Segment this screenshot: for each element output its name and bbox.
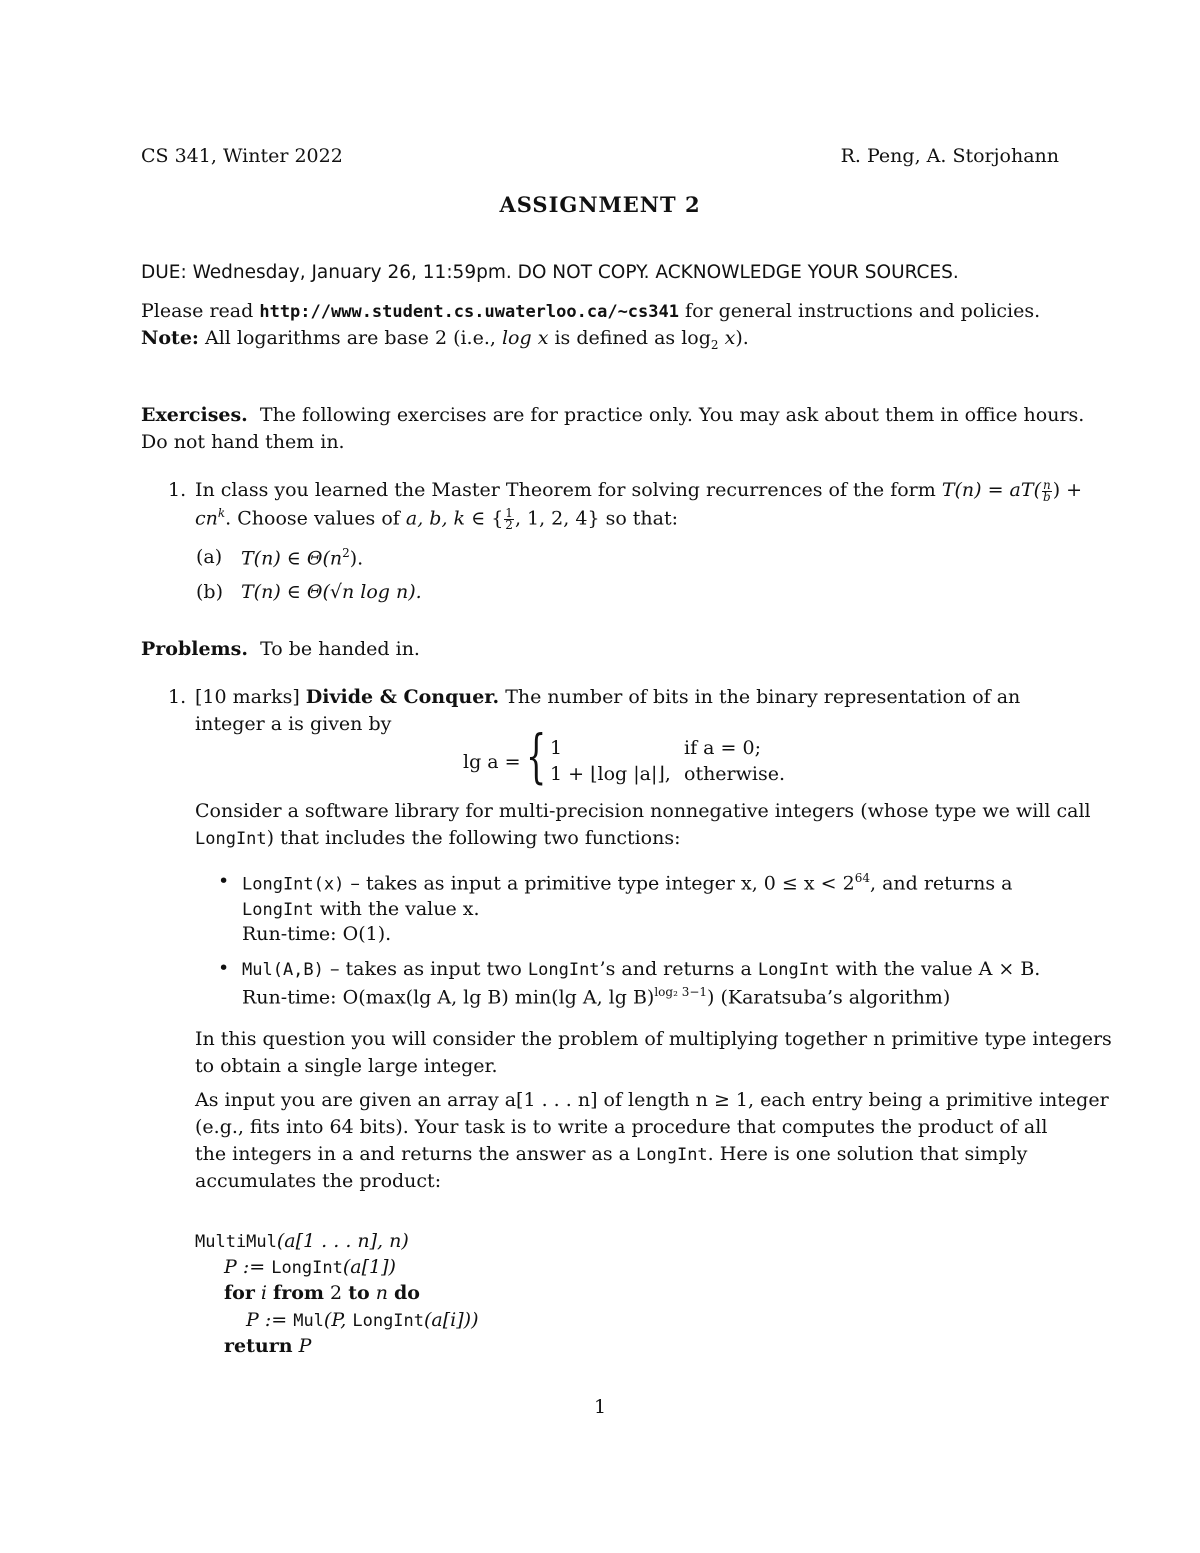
in-set: ∈ { xyxy=(471,507,504,530)
course-url-link[interactable]: http://www.student.cs.uwaterloo.ca/~cs341 xyxy=(259,302,679,322)
part-a: T(n) ∈ $\Theta(n^2)$. xyxy=(241,546,364,570)
case1-value: 1 xyxy=(550,737,563,759)
cn-exponent: k xyxy=(217,506,226,520)
recurrence-rhs: ) + xyxy=(1052,479,1083,501)
code-line-4: P := Mul(P, LongInt(a[i])) xyxy=(246,1309,479,1331)
exercises-intro-text: The following exercises are for practice only. You may ask about them in office hours. xyxy=(259,404,1085,426)
exercises-heading: Exercises. xyxy=(141,404,248,426)
problems-line xyxy=(141,638,420,660)
note-line xyxy=(141,327,749,352)
course-header: CS 341, Winter 2022 xyxy=(141,145,343,167)
cases-brace: { xyxy=(526,722,547,790)
page-title: ASSIGNMENT 2 xyxy=(499,192,701,217)
problem-1-title: Divide & Conquer. xyxy=(305,686,500,708)
authors-header: R. Peng, A. Storjohann xyxy=(840,145,1059,167)
code-line-2: P := LongInt(a[1]) xyxy=(224,1256,396,1278)
exercise-1-line1 xyxy=(195,479,1082,503)
problems-intro: To be handed in. xyxy=(260,638,420,660)
library-line2: LongInt) that includes the following two functions: xyxy=(195,827,681,849)
input-line1: As input you are given an array a[1 . . . n] of length n ≥ 1, each entry being a primitive integer xyxy=(195,1089,1109,1111)
exercises-intro-line1 xyxy=(141,404,1084,426)
note-log2-x: x xyxy=(724,327,736,349)
problem-1-line2: integer a is given by xyxy=(195,713,392,735)
cn-term: cn xyxy=(195,507,218,530)
recurrence-fraction: $\frac{n}{b}$ xyxy=(1042,477,1051,504)
instructions-line xyxy=(141,300,1040,322)
problem-1-text1: The number of bits in the binary representation of an xyxy=(505,686,1021,708)
case2-value: 1 + ⌊log |a|⌋, xyxy=(550,763,671,785)
note-text-b: is defined as xyxy=(554,327,676,349)
bullet-1-runtime: Run-time: O(1). xyxy=(242,923,392,945)
question-line2: to obtain a single large integer. xyxy=(195,1055,498,1077)
bullet-2-runtime: Run-time: O(max(lg A, lg B) min(lg A, lg B)$^{log_2 3-1}$) (Karatsuba’s algorithm) xyxy=(242,985,951,1009)
code-line-3: for i from 2 to n do xyxy=(224,1282,420,1304)
note-log-x: log x xyxy=(501,327,549,349)
bullet-2-line1: Mul(A,B) – takes as input two LongInt’s and returns a LongInt with the value A × B. xyxy=(242,958,1041,980)
case1-condition: if a = 0; xyxy=(684,737,761,759)
part-a-label: (a) xyxy=(196,546,223,568)
note-text-a: All logarithms are base 2 (i.e., xyxy=(204,327,496,349)
case2-condition: otherwise. xyxy=(684,763,786,785)
problem-1-marks: [10 marks] xyxy=(195,686,300,708)
bullet-dot: • xyxy=(218,957,230,979)
code-line-5: return P xyxy=(224,1335,312,1357)
abk-vars: a, b, k xyxy=(405,507,466,530)
input-line3: the integers in a and returns the answer as a LongInt. Here is one solution that simply xyxy=(195,1143,1028,1165)
bullet-dot: • xyxy=(218,870,230,892)
input-line2: (e.g., fits into 64 bits). Your task is to write a procedure that computes the product of all xyxy=(195,1116,1048,1138)
problem-1-number: 1. xyxy=(168,686,187,708)
note-log2: log xyxy=(681,327,711,349)
due-line: DUE: Wednesday, January 26, 11:59pm. DO NOT COPY. ACKNOWLEDGE YOUR SOURCES. xyxy=(141,262,959,283)
part-b-label: (b) xyxy=(196,581,223,603)
problems-heading: Problems. xyxy=(141,638,248,660)
exercises-intro-line2: Do not hand them in. xyxy=(141,431,345,453)
problem-1-line1 xyxy=(195,686,1020,708)
bullet-1-line2: LongInt with the value x. xyxy=(242,898,480,920)
instructions-prefix: Please read xyxy=(141,300,254,322)
exercise-1-number: 1. xyxy=(168,479,187,501)
note-end: ). xyxy=(735,327,749,349)
library-line1: Consider a software library for multi-precision nonnegative integers (whose type we will call xyxy=(195,800,1091,822)
instructions-suffix: for general instructions and policies. xyxy=(685,300,1041,322)
half-fraction: $\frac{1}{2}$ xyxy=(505,505,513,532)
note-log2-sub: 2 xyxy=(710,337,719,352)
part-b: T(n) ∈ Θ(√n log n). xyxy=(241,581,422,603)
input-line4: accumulates the product: xyxy=(195,1170,442,1192)
exercise-1-text: In class you learned the Master Theorem for solving recurrences of the form xyxy=(195,479,936,501)
exercise-1-line2 xyxy=(195,506,678,531)
note-label: Note: xyxy=(141,327,199,349)
bullet-1-line1: LongInt(x) – takes as input a primitive type integer x, $0 \le x < 2^{64}$, and returns a xyxy=(242,871,1013,895)
exercise-1-choose: . Choose values of xyxy=(225,507,400,530)
recurrence-lhs: T(n) = aT( xyxy=(941,479,1041,501)
page-number: 1 xyxy=(593,1396,607,1418)
lg-equation-lhs: lg a = xyxy=(463,751,521,773)
code-line-1: MultiMul(a[1 . . . n], n) xyxy=(195,1230,409,1252)
question-line1: In this question you will consider the problem of multiplying together n primitive type integers xyxy=(195,1028,1112,1050)
set-rest: , 1, 2, 4} so that: xyxy=(514,507,679,530)
